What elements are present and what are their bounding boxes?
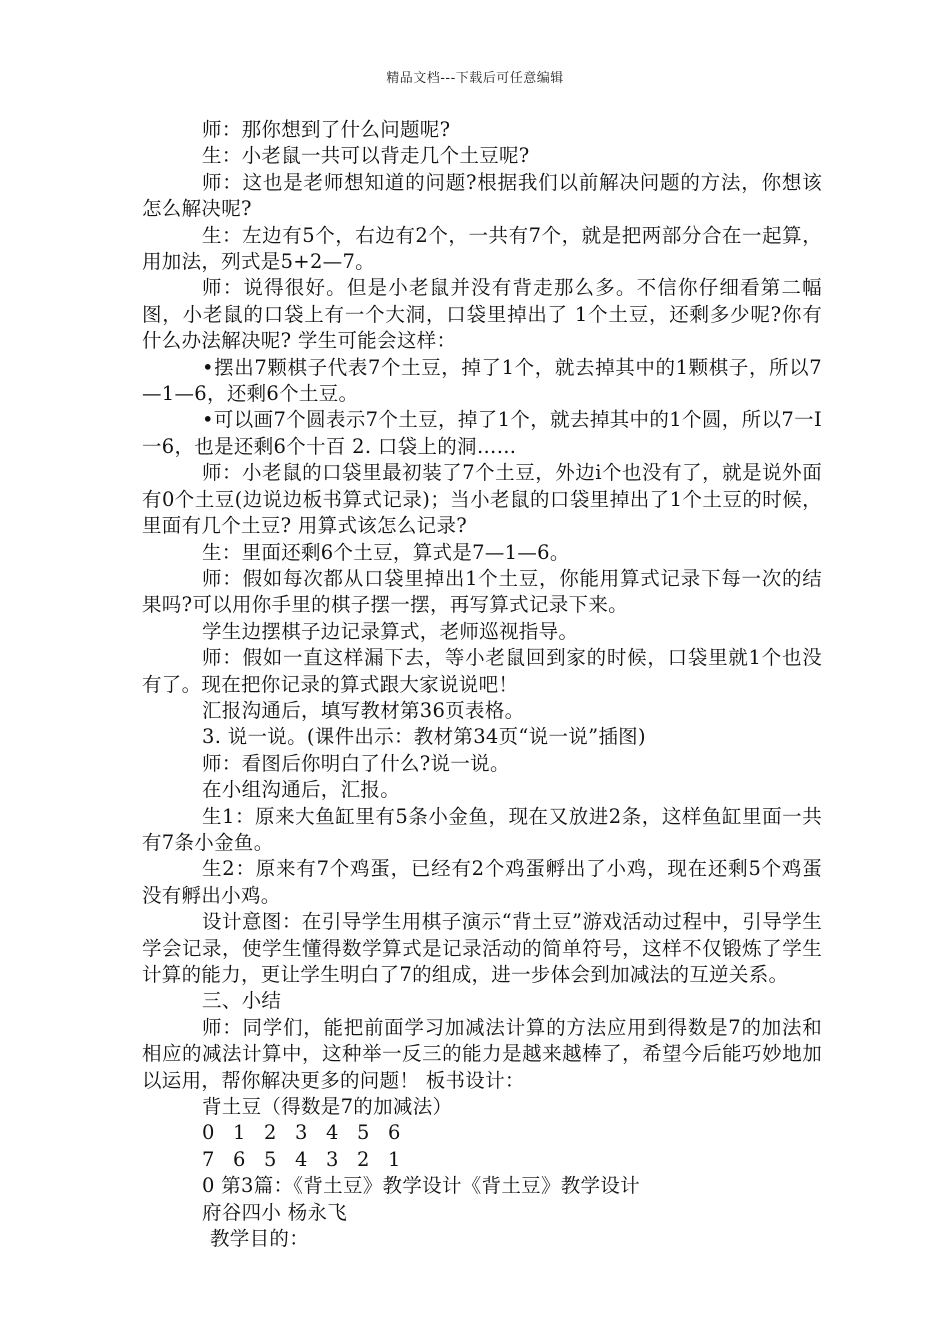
paragraph: 生：左边有5个，右边有2个，一共有7个，就是把两部分合在一起算，用加法，列式是5+2—7。 (142, 223, 822, 274)
paragraph: 生2：原来有7个鸡蛋，已经有2个鸡蛋孵出了小鸡，现在还剩5个鸡蛋没有孵出小鸡。 (142, 857, 822, 907)
document-body (142, 117, 822, 1252)
paragraph: 在小组沟通后，汇报。 (202, 778, 401, 802)
section-title: 0 第3篇：《背土豆》教学设计《背土豆》教学设计 (202, 1174, 640, 1198)
bullet-paragraph: •可以画7个圆表示7个土豆，掉了1个，就去掉其中的1个圆，所以7一Ⅰ一6，也是还剩6个十百 2. 口袋上的洞…… (142, 408, 822, 458)
paragraph: 师：这也是老师想知道的问题?根据我们以前解决问题的方法，你想该怎么解决呢? (142, 170, 822, 221)
bullet-paragraph: •摆出7颗棋子代表7个土豆，掉了1个，就去掉其中的1颗棋子，所以7—1—6，还剩6个土豆。 (142, 355, 822, 406)
page-header: 精品文档---下载后可任意编辑 (386, 71, 564, 86)
design-intent-paragraph: 设计意图：在引导学生用棋子演示“背土豆”游戏活动过程中，引导学生学会记录，使学生懂得数学算式是记录活动的简单符号，这样不仅锻炼了学生计算的能力，更让学生明白了7的组成，进一步体会到加减法的互逆关系。 (142, 910, 822, 986)
paragraph: 师：同学们，能把前面学习加减法计算的方法应用到得数是7的加法和相应的减法计算中，这种举一反三的能力是越来越棒了，希望今后能巧妙地加以运用，帮你解决更多的问题！ 板书设计： (142, 1015, 822, 1092)
paragraph: 学生边摆棋子边记录算式，老师巡视指导。 (202, 619, 579, 643)
paragraph: 3. 说一说。(课件出示：教材第34页“说一说”插图) (202, 725, 646, 749)
section-heading: 三、小结 (202, 989, 282, 1013)
author-line: 府谷四小 杨永飞 (202, 1200, 348, 1224)
board-row: 7 6 5 4 3 2 1 (202, 1147, 401, 1171)
paragraph: 师：假如每次都从口袋里掉出1个土豆，你能用算式记录下每一次的结果吗?可以用你手里的棋子摆一摆，再写算式记录下来。 (142, 566, 822, 617)
paragraph: 师：那你想到了什么问题呢? (202, 118, 451, 141)
paragraph: 师：看图后你明白了什么?说一说。 (202, 751, 510, 775)
paragraph: 师：假如一直这样漏下去，等小老鼠回到家的时候，口袋里就1个也没有了。现在把你记录的算式跟大家说说吧！ (142, 646, 822, 696)
paragraph: 生：小老鼠一共可以背走几个土豆呢? (202, 144, 530, 168)
teaching-goal-heading: 教学目的： (210, 1227, 310, 1251)
board-title: 背土豆（得数是7的加减法） (202, 1095, 453, 1119)
paragraph: 师：说得很好。但是小老鼠并没有背走那么多。不信你仔细看第二幅图，小老鼠的口袋上有一个大洞，口袋里掉出了 1个土豆，还剩多少呢?你有什么办法解决呢? 学生可能会这样： (142, 276, 822, 353)
paragraph: 师：小老鼠的口袋里最初装了7个土豆，外边i个也没有了，就是说外面有0个土豆(边说边板书算式记录)；当小老鼠的口袋里掉出了1个土豆的时候，里面有几个土豆? 用算式该怎么记录? (142, 461, 822, 538)
paragraph: 汇报沟通后，填写教材第36页表格。 (202, 698, 525, 722)
board-row: 0 1 2 3 4 5 6 (202, 1121, 401, 1145)
paragraph: 生1：原来大鱼缸里有5条小金鱼，现在又放进2条，这样鱼缸里面一共有7条小金鱼。 (142, 804, 822, 854)
paragraph: 生：里面还剩6个土豆，算式是7—1—6。 (202, 540, 570, 564)
